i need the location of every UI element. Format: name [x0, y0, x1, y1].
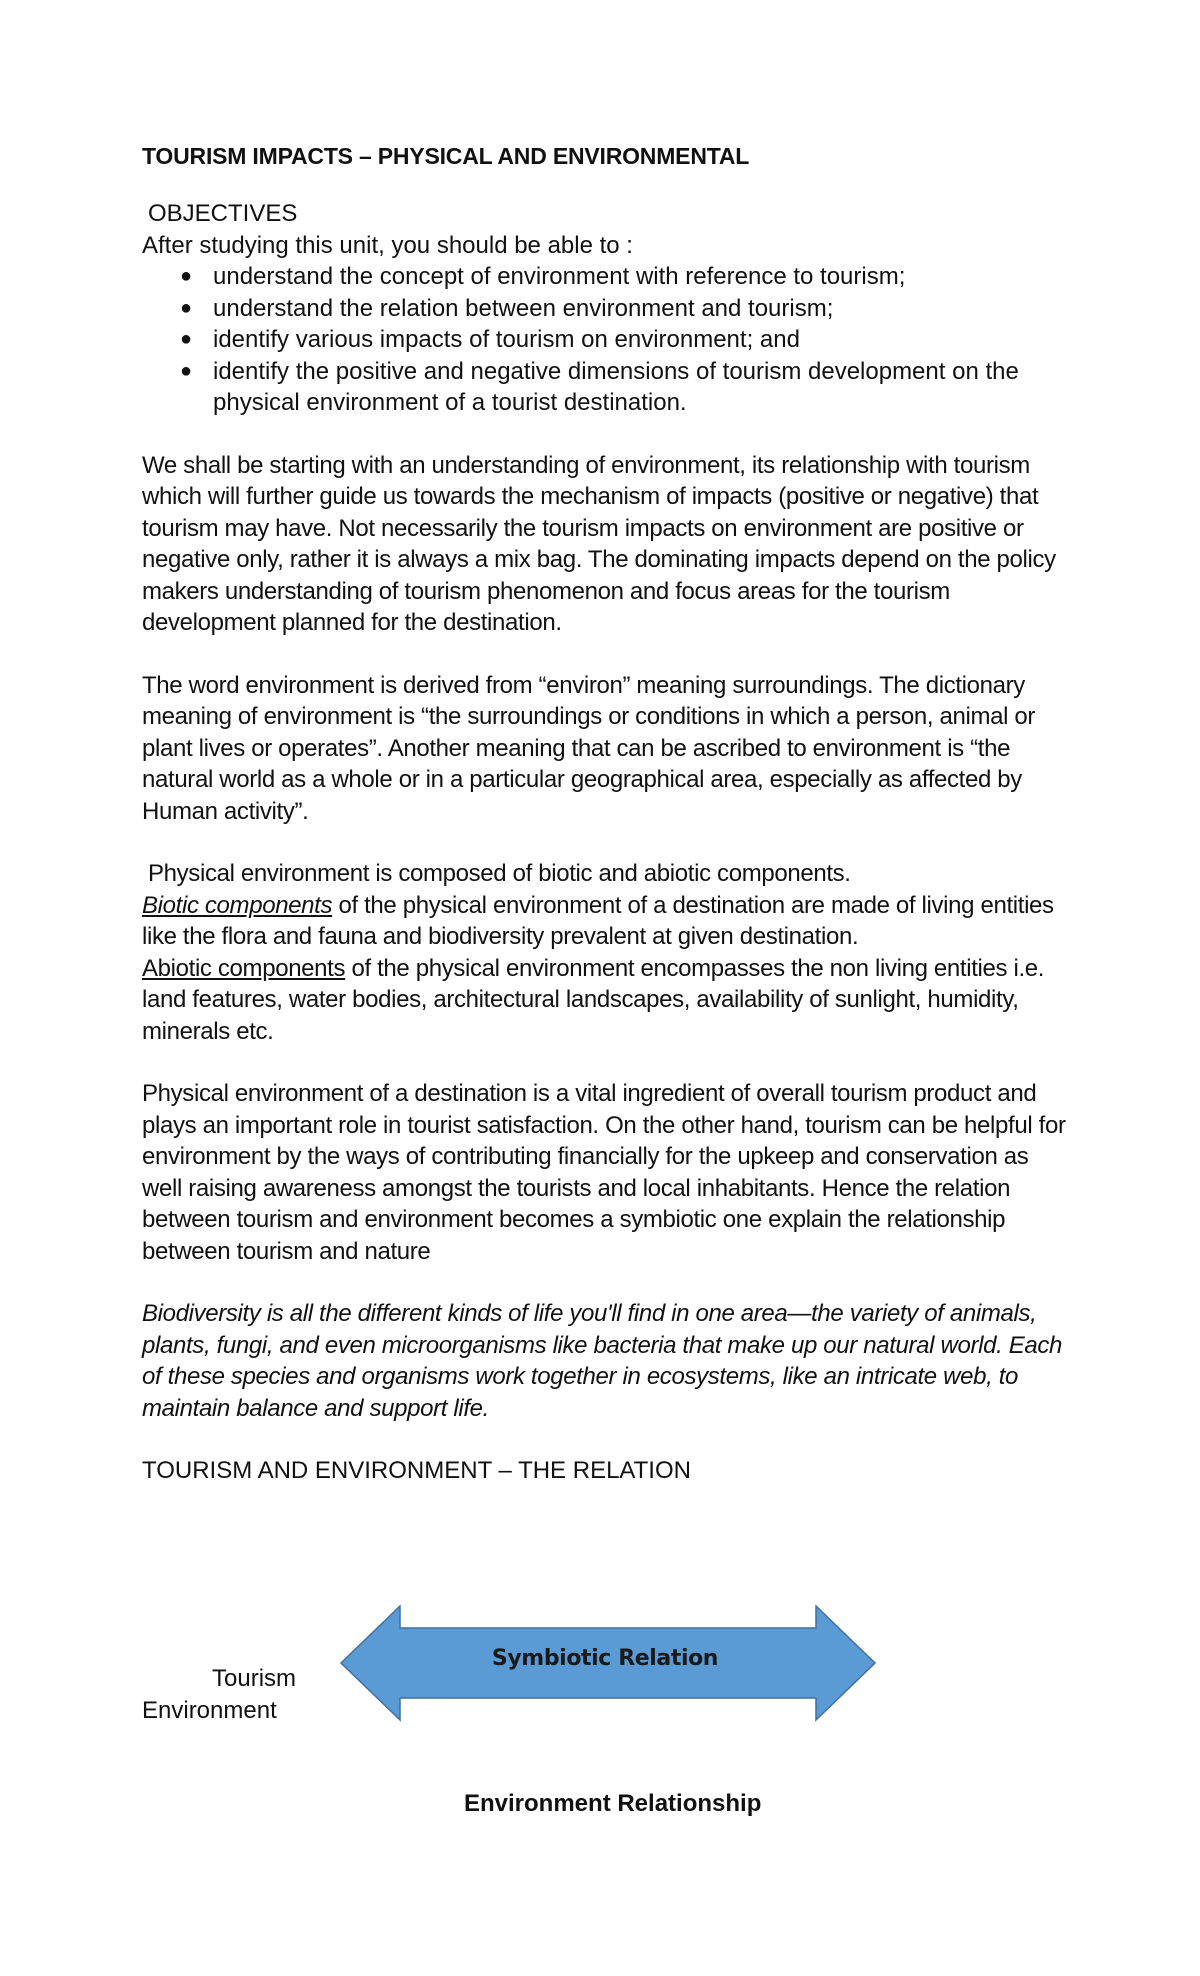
paragraph-biotic: Biotic components of the physical environment of a destination are made of living entities like the flora and fauna and biodiversity prevalent at given destination.: [142, 891, 1054, 950]
abiotic-term: Abiotic components: [142, 954, 346, 982]
objectives-intro: After studying this unit, you should be able to :: [142, 231, 633, 259]
diagram-caption: Environment Relationship: [464, 1790, 762, 1817]
environment-label: Environment: [142, 1697, 277, 1724]
paragraph-abiotic: Abiotic components of the physical environment encompasses the non living entities i.e. land features, water bodies, architectural landscapes, availability of sunlight, humidity, minerals etc.: [142, 954, 1045, 1045]
biotic-term: Biotic components: [142, 891, 333, 919]
paragraph-intro: We shall be starting with an understanding of environment, its relationship with tourism which will further guide us towards the mechanism of impacts (positive or negative) that tourism may have. Not necessarily the tourism impacts on environment are positive or negative only, rather it is always a mix bag. The dominating impacts depend on the policy makers understanding of tourism phenomenon and focus areas for the tourism development planned for the destination.: [142, 451, 1056, 636]
bullet-icon: ●: [180, 328, 193, 350]
bullet-icon: ●: [180, 296, 193, 319]
section-heading: TOURISM AND ENVIRONMENT – THE RELATION: [142, 1457, 691, 1484]
list-item: ● understand the relation between environment and tourism;: [142, 293, 1072, 325]
paragraph-biodiversity: Biodiversity is all the different kinds of life you'll find in one area—the variety of animals, plants, fungi, and even microorganisms like bacteria that make up our natural world. Each of these species and organisms work together in ecosystems, like an intricate web, to maintain balance and support life.: [142, 1300, 1063, 1422]
bullet-icon: ●: [180, 359, 193, 382]
document-title: TOURISM IMPACTS – PHYSICAL AND ENVIRONMENTAL: [142, 143, 750, 169]
paragraph-relation: Physical environment of a destination is a vital ingredient of overall tourism product and plays an important role in tourist satisfaction. On the other hand, tourism can be helpful for environment by the ways of contributing financially for the upkeep and conservation as well raising awareness amongst the tourists and local inhabitants. Hence the relation between tourism and environment becomes a symbiotic one explain the relationship between tourism and nature: [142, 1080, 1066, 1265]
tourism-label: Tourism: [212, 1665, 297, 1692]
list-item: ● understand the concept of environment with reference to tourism;: [142, 261, 1072, 293]
arrow-label: Symbiotic Relation: [491, 1646, 719, 1671]
list-item: ● identify the positive and negative dimensions of tourism development on the physical environment of a tourist destination.: [180, 357, 1019, 416]
paragraph-definition: The word environment is derived from “environ” meaning surroundings. The dictionary meaning of environment is “the surroundings or conditions in which a person, animal or plant lives or operates”. Another meaning that can be ascribed to environment is “the natural world as a whole or in a particular geographical area, especially as affected by Human activity”.: [142, 671, 1036, 825]
components-block: [142, 858, 1072, 1047]
document-page: [142, 140, 1072, 1487]
paragraph-components: Physical environment is composed of biotic and abiotic components.: [148, 860, 851, 887]
list-item: ● identify various impacts of tourism on environment; and: [142, 324, 1072, 356]
objectives-list: [142, 261, 1072, 419]
objectives-heading: OBJECTIVES: [148, 200, 298, 227]
bullet-icon: ●: [180, 265, 193, 287]
